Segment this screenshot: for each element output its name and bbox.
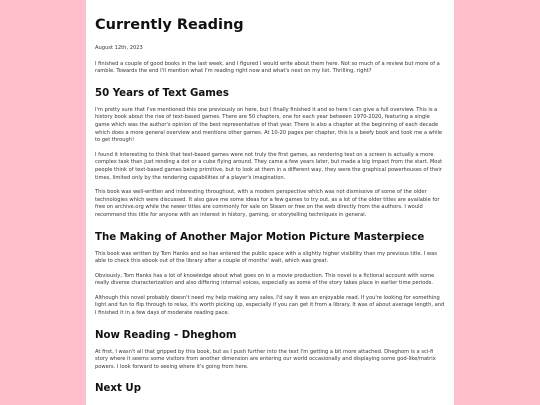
paragraph: Obviously, Tom Hanks has a lot of knowledge about what goes on in a movie production. This novel is a fictional account with some really diverse characterization and also differing internal voices, especially as some of the story takes place in earlier time periods. [95, 272, 435, 287]
article [86, 0, 454, 405]
paragraph: This book was well-written and interesting throughout, with a modern perspective which was not dismissive of some of the older technologies which were discussed. It also gave me some ideas for a few games to try out, as a lot of the older titles are available for free on archive.org while the newer titles are commonly for sale on Steam or free on the web directly from the authors. I would recommend this title for anyone with an interest in history, gaming, or storytelling techniques in general. [95, 189, 440, 218]
post-date: August 12th, 2023 [95, 45, 143, 51]
paragraph: I'm pretty sure that I've mentioned this one previously on here, but I finally finished it and so here I can give a full overview. This is a history book about the rise of text-based games. There are 50 chapters, one for each year between 1970-2020, featuring a single game which was the author's opinion of the best representative of that year. There is also a chapter at the beginning of each decade which does a more general overview and mentions other games. At 10-20 pages per chapter, this is a beefy book and took me a while to get through! [95, 106, 443, 144]
section-heading-next-up: Next Up [95, 383, 141, 395]
section-heading-motion-picture: The Making of Another Major Motion Picture Masterpiece [95, 231, 425, 243]
intro-paragraph: I finished a couple of good books in the last week, and I figured I would write about them here. Not so much of a review but more of a ramble. Towards the end I'll mention what I'm reading right now and what's next on my list. Thrilling, right? [95, 60, 440, 75]
paragraph: Although this novel probably doesn't need my help making any sales, I'd say it was an enjoyable read. If you're looking for something light and fun to flip through to relax, it's worth picking up, especially if you can get it from a library. It was of about average length, and I finished it in a few days of moderate reading pace. [95, 294, 445, 317]
paragraph: This book was written by Tom Hanks and so has entered the public space with a slightly higher visibility than my previous title. I was able to check this ebook out of the library after a couple of months' wait, which was great. [95, 250, 437, 265]
section-heading-now-reading: Now Reading - Dheghom [95, 329, 237, 341]
paragraph: I found it interesting to think that text-based games were not truly the first games, as rendering text on a screen is actually a more complex task than just rending a dot or a cube flying around. They came a few years later, but made a big impact from the start. Most people think of text-based games being primitive, but to look at them in a different way, they were the graphical powerhouses of their times, limited only by the rendering capabilities of a player's imagination. [95, 151, 443, 181]
paragraph: At first, I wasn't all that gripped by this book, but as I push further into the text I'm getting a bit more attached. Dheghom is a sci-fi story where it seems some visitors from another dimension are entering our world occasionally and displaying some god-like/matrix powers. I look forward to seeing where it's going from here. [95, 348, 436, 370]
page-title: Currently Reading [95, 17, 244, 33]
section-heading-text-games: 50 Years of Text Games [95, 87, 229, 99]
